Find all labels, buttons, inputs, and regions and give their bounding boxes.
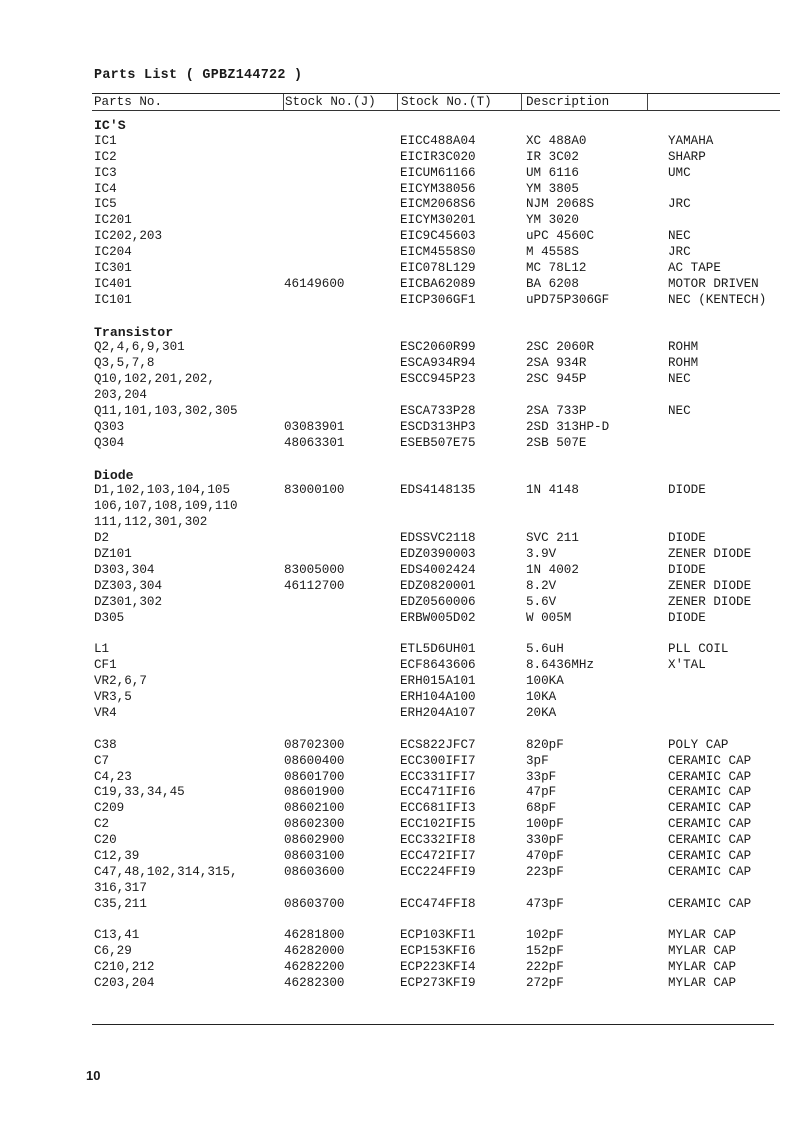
stock-t-cell: ECC472IFI7 — [400, 848, 476, 863]
part-number-cell: D305 — [94, 610, 125, 625]
stock-j-cell: 46149600 — [284, 276, 345, 291]
table-spacer — [94, 309, 784, 325]
part-number-cell: D1,102,103,104,105 — [94, 483, 231, 498]
description-cell: 100KA — [526, 674, 564, 689]
part-number-cell: IC5 — [94, 197, 117, 212]
table-row — [94, 658, 784, 674]
description-cell: BA 6208 — [526, 276, 579, 291]
description-cell: W 005M — [526, 610, 572, 625]
table-spacer — [94, 627, 784, 643]
header-bottom-rule — [92, 110, 780, 111]
table-row — [94, 865, 784, 881]
table-row — [94, 928, 784, 944]
description-cell: 1N 4002 — [526, 562, 579, 577]
part-number-cell: VR3,5 — [94, 690, 132, 705]
stock-j-cell: 46112700 — [284, 578, 345, 593]
description-cell: YM 3805 — [526, 181, 579, 196]
stock-t-cell: ECC332IFI8 — [400, 833, 476, 848]
stock-t-cell: EDSSVC2118 — [400, 531, 476, 546]
table-row — [94, 785, 784, 801]
stock-t-cell: ECC331IFI7 — [400, 769, 476, 784]
stock-t-cell: ECP223KFI4 — [400, 960, 476, 975]
description-cell: 102pF — [526, 928, 564, 943]
stock-t-cell: EICYM30201 — [400, 213, 476, 228]
stock-t-cell: ECC681IFI3 — [400, 801, 476, 816]
part-number-cell: Q2,4,6,9,301 — [94, 340, 185, 355]
maker-cell: AC TAPE — [668, 261, 721, 276]
stock-j-cell: 08602300 — [284, 817, 345, 832]
part-number-cell: IC401 — [94, 276, 132, 291]
table-row — [94, 611, 784, 627]
column-divider — [647, 94, 648, 110]
table-row — [94, 674, 784, 690]
description-cell: uPD75P306GF — [526, 292, 610, 307]
stock-t-cell: ESCA733P28 — [400, 404, 476, 419]
maker-cell: CERAMIC CAP — [668, 801, 752, 816]
section-heading: IC'S — [94, 118, 126, 133]
column-divider — [283, 94, 284, 110]
stock-t-cell: ESCD313HP3 — [400, 419, 476, 434]
description-cell: 20KA — [526, 705, 557, 720]
maker-cell: ZENER DIODE — [668, 578, 752, 593]
table-row — [94, 404, 784, 420]
stock-t-cell: EDZ0560006 — [400, 594, 476, 609]
maker-cell: ROHM — [668, 340, 699, 355]
maker-cell: MYLAR CAP — [668, 928, 737, 943]
description-cell: YM 3020 — [526, 213, 579, 228]
stock-t-cell: ESEB507E75 — [400, 435, 476, 450]
maker-cell: DIODE — [668, 483, 706, 498]
table-spacer — [94, 913, 784, 929]
stock-t-cell: EICC488A04 — [400, 133, 476, 148]
maker-cell: DIODE — [668, 610, 706, 625]
part-number-cell: CF1 — [94, 658, 117, 673]
maker-cell: CERAMIC CAP — [668, 769, 752, 784]
maker-cell: MOTOR DRIVEN — [668, 276, 759, 291]
maker-cell: CERAMIC CAP — [668, 817, 752, 832]
table-row — [94, 690, 784, 706]
part-number-cell: C209 — [94, 801, 125, 816]
stock-j-cell: 46282300 — [284, 976, 345, 991]
table-row — [94, 277, 784, 293]
table-row — [94, 150, 784, 166]
description-cell: 473pF — [526, 896, 564, 911]
description-cell: MC 78L12 — [526, 261, 587, 276]
stock-t-cell: EDS4002424 — [400, 562, 476, 577]
part-number-cell: Q304 — [94, 435, 125, 450]
maker-cell: NEC — [668, 404, 691, 419]
stock-t-cell: ECP153KFI6 — [400, 944, 476, 959]
stock-t-cell: ECC300IFI7 — [400, 753, 476, 768]
part-number-cell: IC4 — [94, 181, 117, 196]
table-row — [94, 134, 784, 150]
table-row — [94, 372, 784, 388]
stock-j-cell: 46282000 — [284, 944, 345, 959]
stock-t-cell: ERH204A107 — [400, 705, 476, 720]
stock-t-cell: ERBW005D02 — [400, 610, 476, 625]
stock-j-cell: 83000100 — [284, 483, 345, 498]
maker-cell: ZENER DIODE — [668, 594, 752, 609]
part-number-cell: 316,317 — [94, 880, 147, 895]
maker-cell: CERAMIC CAP — [668, 848, 752, 863]
description-cell: 3pF — [526, 753, 549, 768]
part-number-cell: IC202,203 — [94, 229, 163, 244]
description-cell: 330pF — [526, 833, 564, 848]
table-row — [94, 293, 784, 309]
stock-j-cell: 08702300 — [284, 737, 345, 752]
table-row — [94, 547, 784, 563]
stock-t-cell: EICUM61166 — [400, 165, 476, 180]
stock-j-cell: 08603600 — [284, 864, 345, 879]
stock-t-cell: EICM4558S0 — [400, 245, 476, 260]
description-cell: 68pF — [526, 801, 557, 816]
part-number-cell: C20 — [94, 833, 117, 848]
column-header-stock-t: Stock No.(T) — [401, 95, 492, 109]
part-number-cell: VR2,6,7 — [94, 674, 147, 689]
part-number-cell: C2 — [94, 817, 110, 832]
table-row — [94, 182, 784, 198]
table-row — [94, 340, 784, 356]
table-row — [94, 229, 784, 245]
section-heading: Transistor — [94, 324, 174, 340]
part-number-cell: C7 — [94, 753, 110, 768]
part-number-cell: C4,23 — [94, 769, 132, 784]
description-cell: 470pF — [526, 848, 564, 863]
maker-cell: JRC — [668, 197, 691, 212]
part-number-cell: C12,39 — [94, 848, 140, 863]
part-number-cell: C47,48,102,314,315, — [94, 864, 238, 879]
stock-j-cell: 46281800 — [284, 928, 345, 943]
stock-j-cell: 08601900 — [284, 785, 345, 800]
maker-cell: X'TAL — [668, 658, 706, 673]
table-row — [94, 801, 784, 817]
description-cell: 272pF — [526, 976, 564, 991]
stock-t-cell: EICM2068S6 — [400, 197, 476, 212]
stock-t-cell: ECF8643606 — [400, 658, 476, 673]
table-row — [94, 483, 784, 499]
maker-cell: POLY CAP — [668, 737, 729, 752]
stock-t-cell: ESC2060R99 — [400, 340, 476, 355]
stock-t-cell: EICYM38056 — [400, 181, 476, 196]
part-number-cell: Q3,5,7,8 — [94, 356, 155, 371]
description-cell: 2SA 934R — [526, 356, 587, 371]
description-cell: 5.6V — [526, 594, 557, 609]
table-row — [94, 420, 784, 436]
description-cell: 223pF — [526, 864, 564, 879]
part-number-cell: D2 — [94, 531, 110, 546]
maker-cell: NEC — [668, 372, 691, 387]
table-row — [94, 579, 784, 595]
stock-j-cell: 48063301 — [284, 435, 345, 450]
description-cell: 2SC 945P — [526, 372, 587, 387]
description-cell: 8.6436MHz — [526, 658, 595, 673]
description-cell: UM 6116 — [526, 165, 579, 180]
table-row — [94, 197, 784, 213]
description-cell: 47pF — [526, 785, 557, 800]
part-number-cell: Q10,102,201,202, — [94, 372, 215, 387]
maker-cell: SHARP — [668, 149, 706, 164]
table-row — [94, 944, 784, 960]
table-row — [94, 833, 784, 849]
description-cell: 2SC 2060R — [526, 340, 595, 355]
table-row — [94, 642, 784, 658]
maker-cell: DIODE — [668, 531, 706, 546]
stock-t-cell: EICP306GF1 — [400, 292, 476, 307]
part-number-cell: DZ301,302 — [94, 594, 163, 609]
stock-j-cell: 08602100 — [284, 801, 345, 816]
stock-j-cell: 08601700 — [284, 769, 345, 784]
table-row — [94, 849, 784, 865]
maker-cell: ROHM — [668, 356, 699, 371]
stock-t-cell: ECS822JFC7 — [400, 737, 476, 752]
table-row — [94, 213, 784, 229]
maker-cell: MYLAR CAP — [668, 944, 737, 959]
maker-cell: PLL COIL — [668, 642, 729, 657]
stock-j-cell: 08603700 — [284, 896, 345, 911]
table-spacer — [94, 722, 784, 738]
part-number-cell: IC1 — [94, 133, 117, 148]
part-number-cell: L1 — [94, 642, 110, 657]
description-cell: M 4558S — [526, 245, 579, 260]
stock-t-cell: EIC078L129 — [400, 261, 476, 276]
stock-t-cell: ERH015A101 — [400, 674, 476, 689]
table-spacer — [94, 452, 784, 468]
column-divider — [521, 94, 522, 110]
description-cell: IR 3C02 — [526, 149, 579, 164]
description-cell: 33pF — [526, 769, 557, 784]
stock-t-cell: ECC102IFI5 — [400, 817, 476, 832]
table-row — [94, 976, 784, 992]
part-number-cell: C19,33,34,45 — [94, 785, 185, 800]
stock-j-cell: 03083901 — [284, 419, 345, 434]
part-number-cell: VR4 — [94, 705, 117, 720]
stock-t-cell: EDS4148135 — [400, 483, 476, 498]
table-row — [94, 356, 784, 372]
maker-cell: DIODE — [668, 562, 706, 577]
description-cell: 152pF — [526, 944, 564, 959]
maker-cell: CERAMIC CAP — [668, 864, 752, 879]
table-row — [94, 738, 784, 754]
part-number-cell: IC101 — [94, 292, 132, 307]
table-row — [94, 817, 784, 833]
stock-t-cell: EDZ0820001 — [400, 578, 476, 593]
description-cell: NJM 2068S — [526, 197, 595, 212]
description-cell: 2SA 733P — [526, 404, 587, 419]
description-cell: 222pF — [526, 960, 564, 975]
part-number-cell: 111,112,301,302 — [94, 515, 208, 530]
description-cell: 820pF — [526, 737, 564, 752]
page-number: 10 — [86, 1068, 101, 1083]
part-number-cell: 203,204 — [94, 388, 147, 403]
part-number-cell: IC3 — [94, 165, 117, 180]
table-row — [94, 563, 784, 579]
description-cell: 5.6uH — [526, 642, 564, 657]
description-cell: uPC 4560C — [526, 229, 595, 244]
stock-t-cell: ERH104A100 — [400, 690, 476, 705]
description-cell: 10KA — [526, 690, 557, 705]
maker-cell: NEC (KENTECH) — [668, 292, 767, 307]
maker-cell: CERAMIC CAP — [668, 833, 752, 848]
table-row — [94, 754, 784, 770]
table-row — [94, 261, 784, 277]
stock-j-cell: 46282200 — [284, 960, 345, 975]
stock-j-cell: 08602900 — [284, 833, 345, 848]
part-number-cell: C35,211 — [94, 896, 147, 911]
part-number-cell: C13,41 — [94, 928, 140, 943]
table-row — [94, 960, 784, 976]
maker-cell: ZENER DIODE — [668, 547, 752, 562]
stock-j-cell: 08603100 — [284, 848, 345, 863]
table-row — [94, 436, 784, 452]
stock-t-cell: ESCC945P23 — [400, 372, 476, 387]
stock-t-cell: EICIR3C020 — [400, 149, 476, 164]
table-row — [94, 531, 784, 547]
stock-t-cell: ECC471IFI6 — [400, 785, 476, 800]
stock-j-cell: 08600400 — [284, 753, 345, 768]
maker-cell: NEC — [668, 229, 691, 244]
stock-t-cell: EICBA62089 — [400, 276, 476, 291]
description-cell: 1N 4148 — [526, 483, 579, 498]
maker-cell: CERAMIC CAP — [668, 753, 752, 768]
part-number-cell: IC204 — [94, 245, 132, 260]
description-cell: 100pF — [526, 817, 564, 832]
table-row — [94, 166, 784, 182]
part-number-cell: C6,29 — [94, 944, 132, 959]
maker-cell: UMC — [668, 165, 691, 180]
table-row — [94, 499, 784, 515]
table-row — [94, 515, 784, 531]
maker-cell: CERAMIC CAP — [668, 896, 752, 911]
part-number-cell: C38 — [94, 737, 117, 752]
table-row — [94, 388, 784, 404]
maker-cell: JRC — [668, 245, 691, 260]
stock-t-cell: ECC224FFI9 — [400, 864, 476, 879]
part-number-cell: IC301 — [94, 261, 132, 276]
description-cell: 2SB 507E — [526, 435, 587, 450]
part-number-cell: IC201 — [94, 213, 132, 228]
description-cell: 8.2V — [526, 578, 557, 593]
description-cell: 2SD 313HP-D — [526, 419, 610, 434]
table-row — [94, 897, 784, 913]
table-row — [94, 706, 784, 722]
header-top-rule — [92, 93, 780, 94]
maker-cell: MYLAR CAP — [668, 960, 737, 975]
column-header-description: Description — [526, 95, 610, 109]
description-cell: 3.9V — [526, 547, 557, 562]
part-number-cell: 106,107,108,109,110 — [94, 499, 238, 514]
part-number-cell: D303,304 — [94, 562, 155, 577]
maker-cell: CERAMIC CAP — [668, 785, 752, 800]
part-number-cell: DZ101 — [94, 547, 132, 562]
section-heading: Diode — [94, 467, 134, 483]
part-number-cell: IC2 — [94, 149, 117, 164]
stock-j-cell: 83005000 — [284, 562, 345, 577]
stock-t-cell: EDZ0390003 — [400, 547, 476, 562]
column-divider — [397, 94, 398, 110]
column-header-stock-j: Stock No.(J) — [285, 95, 376, 109]
stock-t-cell: ECC474FFI8 — [400, 896, 476, 911]
part-number-cell: DZ303,304 — [94, 578, 163, 593]
part-number-cell: Q11,101,103,302,305 — [94, 404, 238, 419]
maker-cell: MYLAR CAP — [668, 976, 737, 991]
table-row — [94, 770, 784, 786]
table-row — [94, 245, 784, 261]
part-number-cell: C210,212 — [94, 960, 155, 975]
maker-cell: YAMAHA — [668, 133, 714, 148]
parts-table — [94, 118, 784, 992]
part-number-cell: C203,204 — [94, 976, 155, 991]
description-cell: SVC 211 — [526, 531, 579, 546]
description-cell: XC 488A0 — [526, 133, 587, 148]
stock-t-cell: ESCA934R94 — [400, 356, 476, 371]
page-title: Parts List ( GPBZ144722 ) — [94, 68, 303, 83]
table-bottom-rule — [92, 1024, 774, 1025]
table-row — [94, 881, 784, 897]
stock-t-cell: ECP103KFI1 — [400, 928, 476, 943]
part-number-cell: Q303 — [94, 419, 125, 434]
stock-t-cell: ECP273KFI9 — [400, 976, 476, 991]
stock-t-cell: EIC9C45603 — [400, 229, 476, 244]
table-row — [94, 595, 784, 611]
stock-t-cell: ETL5D6UH01 — [400, 642, 476, 657]
column-header-parts-no: Parts No. — [94, 95, 163, 109]
